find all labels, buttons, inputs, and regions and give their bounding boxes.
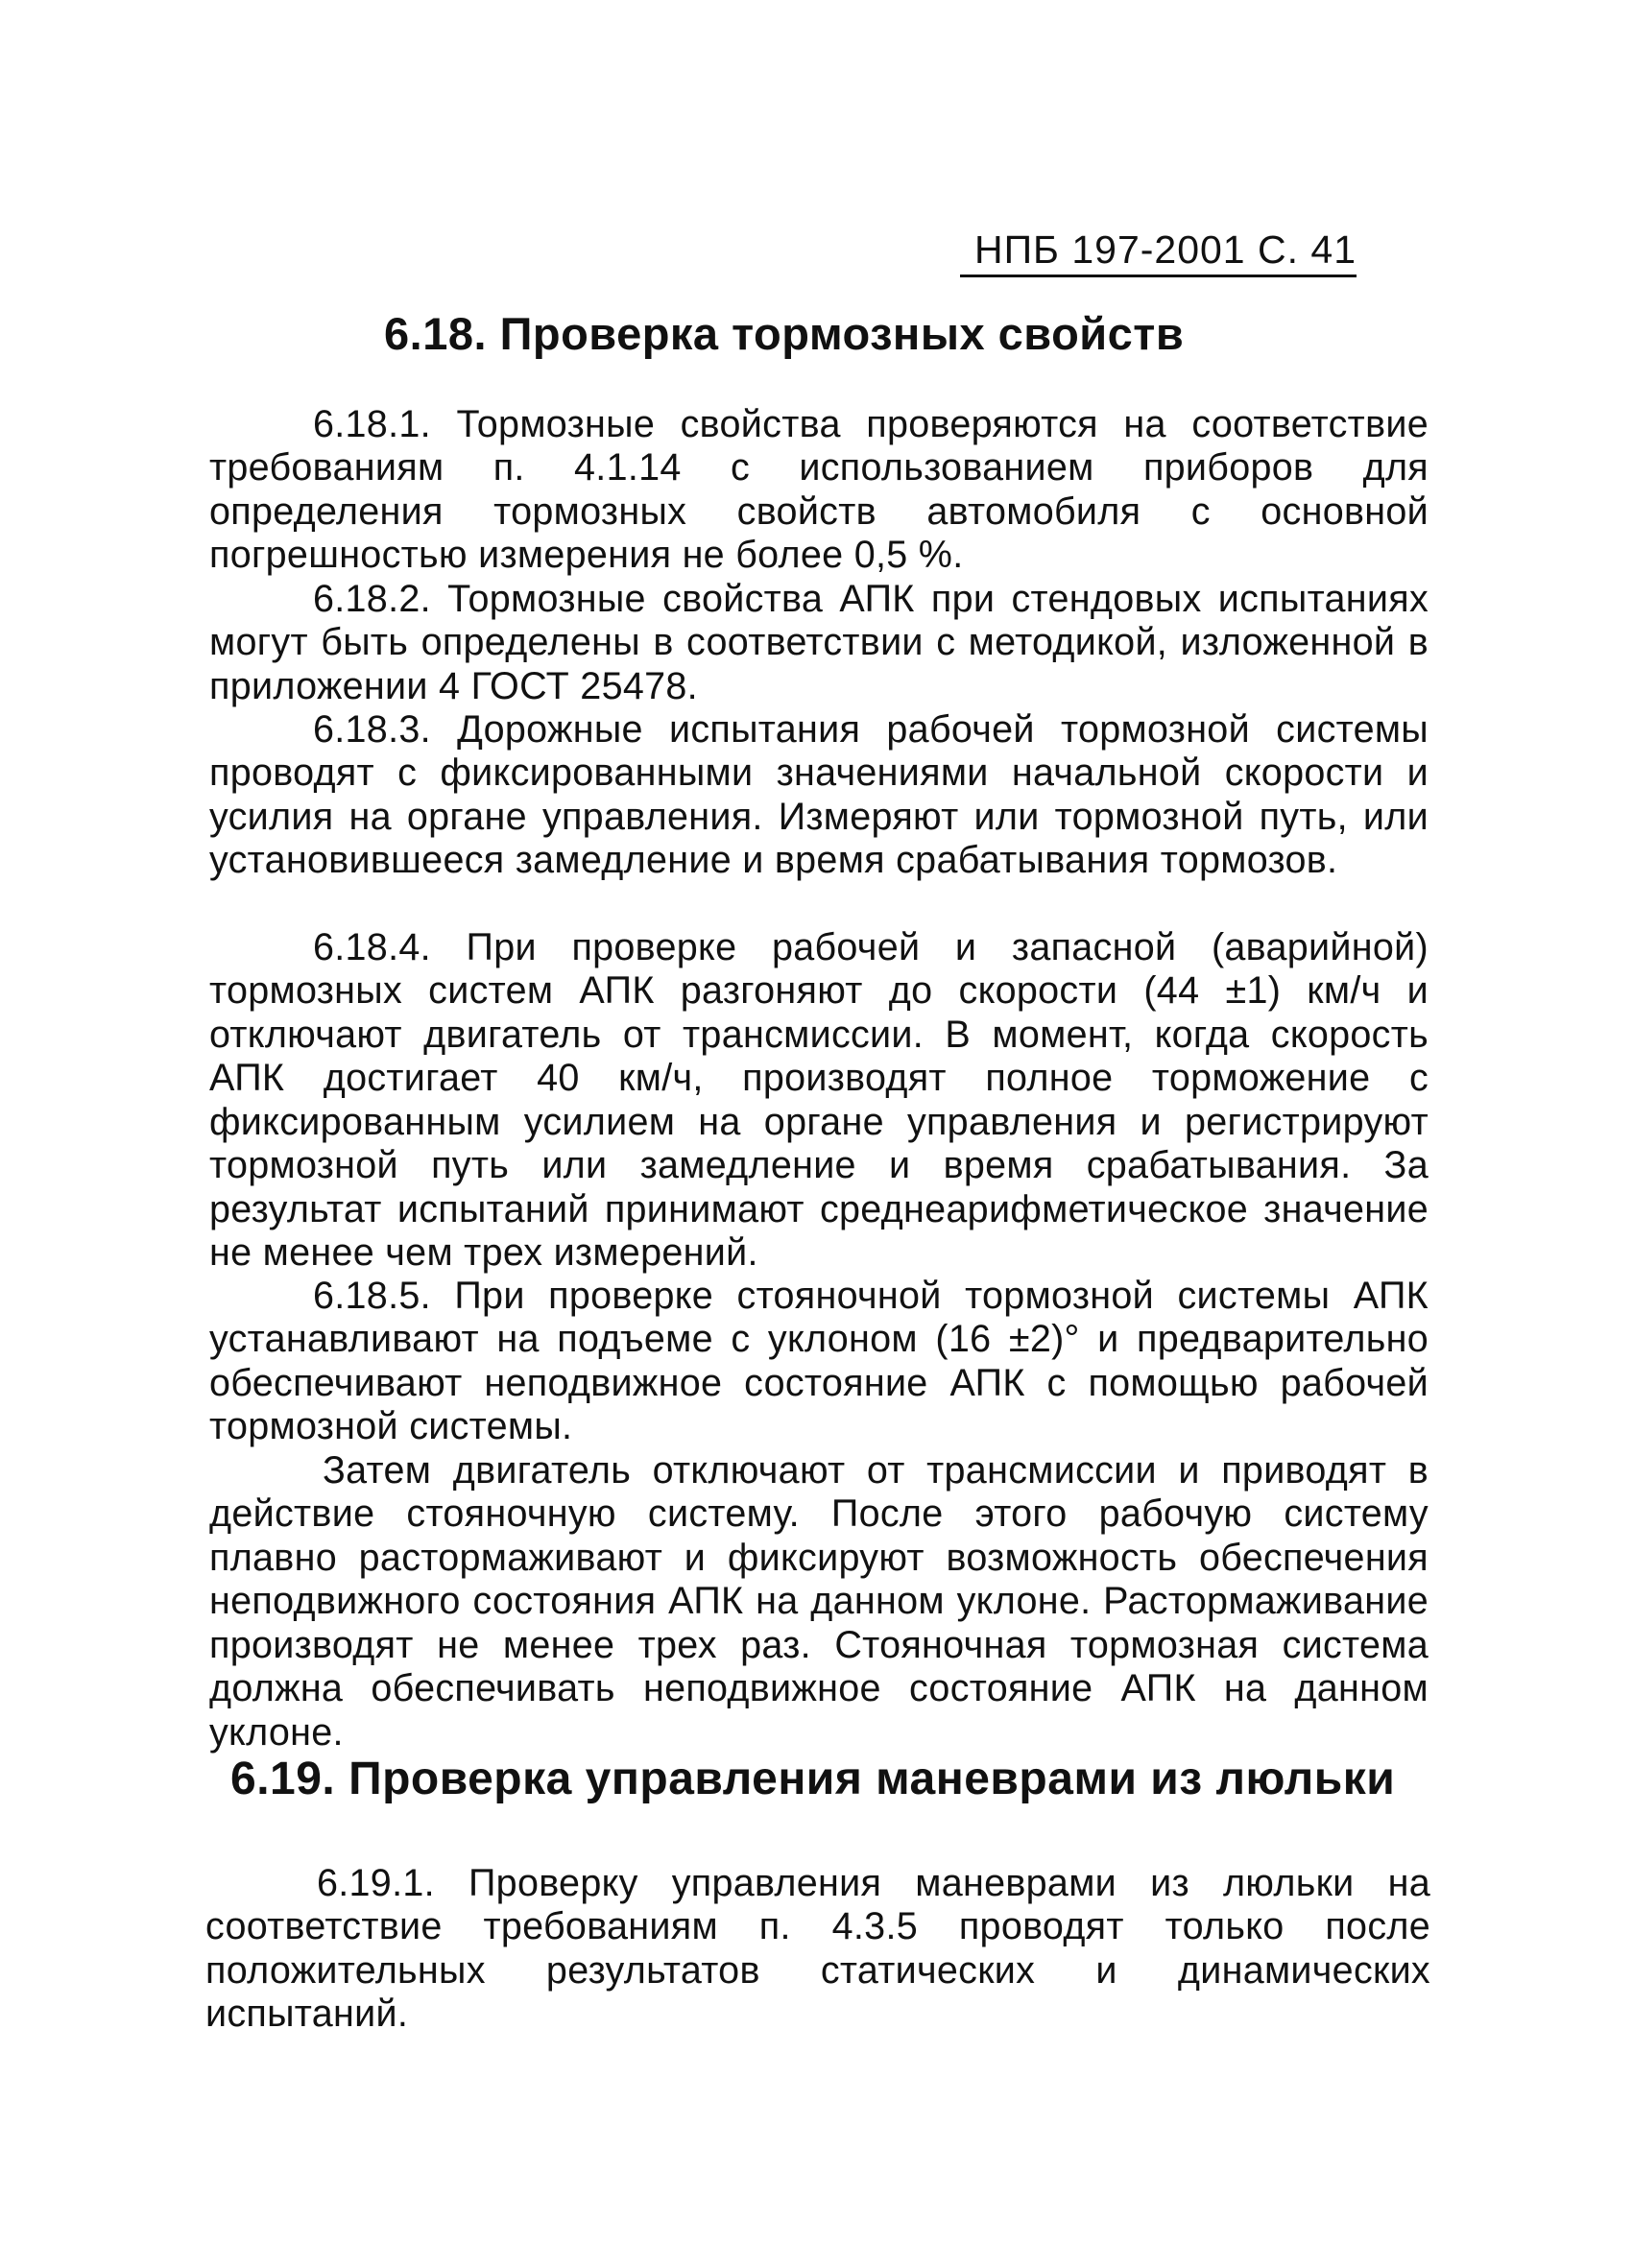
paragraph-6-18-1: 6.18.1. Тормозные свойства проверяются на соответствие требованиям п. 4.1.14 с использованием приборов для определения тормозных свойств автомобиля с основной погрешностью измерения не более 0,5 %. [209, 402, 1429, 576]
paragraph-6-18-5: 6.18.5. При проверке стояночной тормозной системы АПК устанавливают на подъеме с уклоном (16 ±2)° и предварительно обеспечивают неподвижное состояние АПК с помощью рабочей тормозной системы. [209, 1274, 1429, 1447]
paragraph-6-18-4: 6.18.4. При проверке рабочей и запасной (аварийной) тормозных систем АПК разгоняют до скорости (44 ±1) км/ч и отключают двигатель от трансмиссии. В момент, когда скорость АПК достигает 40 км/ч, производят полное торможение с фиксированным усилием на органе управления и регистрируют тормозной путь или замедление и время срабатывания. За результат испытаний принимают среднеарифметическое значение не менее чем трех измерений. [209, 925, 1429, 1274]
paragraph-6-18-5-continued: Затем двигатель отключают от трансмиссии и приводят в действие стояночную систему. После этого рабочую систему плавно растормаживают и фиксируют возможность обеспечения неподвижного состояния АПК на данном уклоне. Растормаживание производят не менее трех раз. Стояночная тормозная система должна обеспечивать неподвижное состояние АПК на данном уклоне. [209, 1448, 1429, 1754]
running-header: НПБ 197-2001 С. 41 [960, 227, 1357, 277]
paragraph-6-18-3: 6.18.3. Дорожные испытания рабочей тормозной системы проводят с фиксированными значениями начальной скорости и усилия на органе управления. Измеряют или тормозной путь, или установившееся замедление и время срабатывания тормозов. [209, 707, 1429, 881]
paragraph-6-19-1: 6.19.1. Проверку управления маневрами из люльки на соответствие требованиям п. 4.3.5 проводят только после положительных результатов статических и динамических испытаний. [205, 1861, 1430, 2035]
section-heading-6-19: 6.19. Проверка управления маневрами из люльки [230, 1754, 1396, 1804]
paragraph-6-18-2: 6.18.2. Тормозные свойства АПК при стендовых испытаниях могут быть определены в соответствии с методикой, изложенной в приложении 4 ГОСТ 25478. [209, 577, 1429, 707]
section-heading-6-18: 6.18. Проверка тормозных свойств [384, 308, 1185, 359]
